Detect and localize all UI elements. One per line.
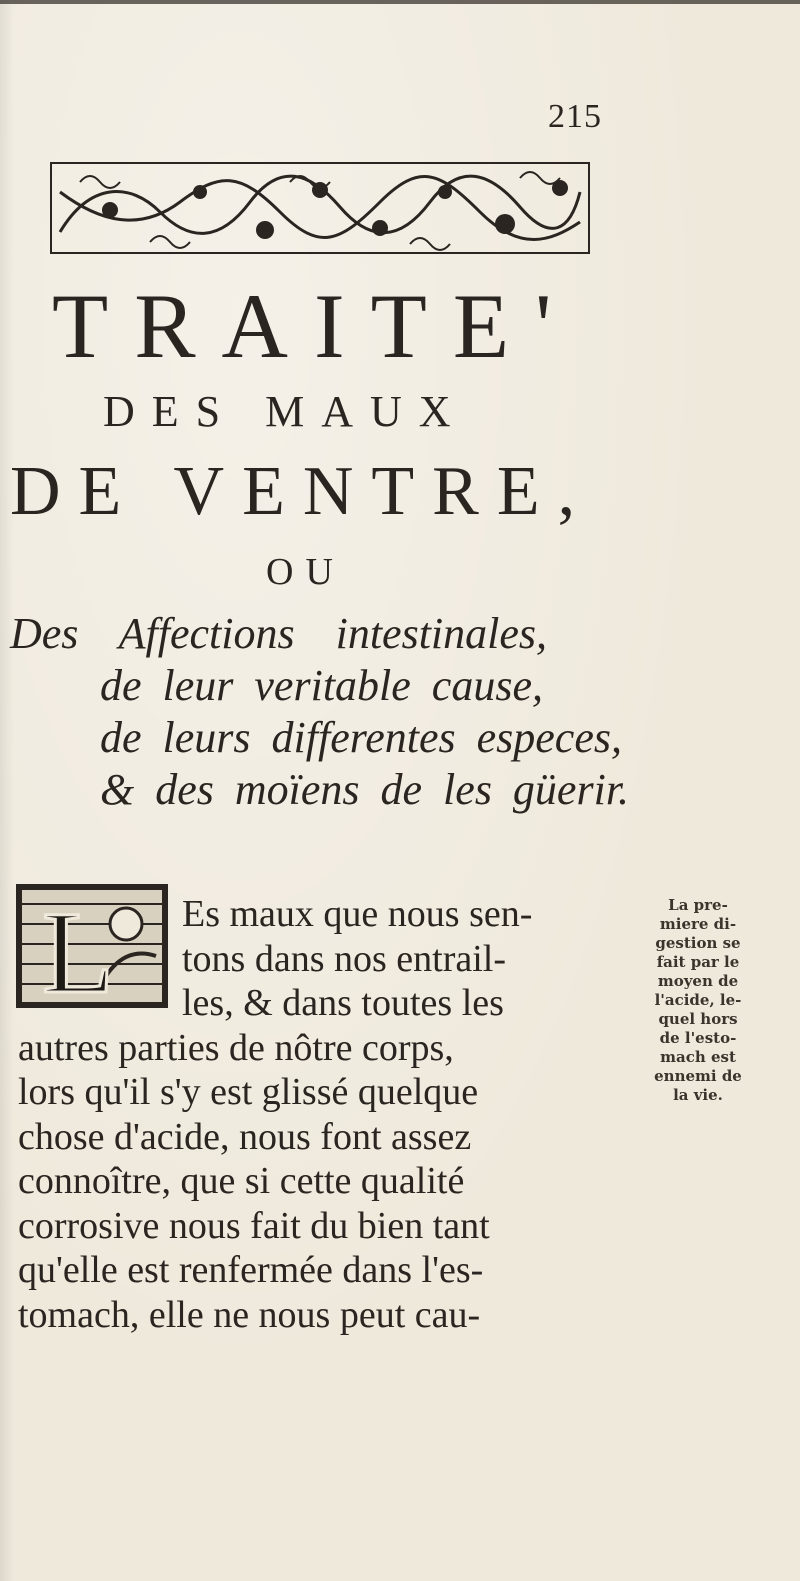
body-line: tomach, elle ne nous peut cau- bbox=[18, 1293, 481, 1336]
title-line-2: DES MAUX bbox=[103, 387, 468, 436]
subtitle-line: de leurs differentes especes, bbox=[100, 713, 622, 762]
title-line-3: DE VENTRE, bbox=[10, 453, 594, 530]
page-number: 215 bbox=[548, 98, 602, 135]
margin-note-line: fait par le bbox=[656, 953, 740, 971]
body-line: qu'elle est renfermée dans l'es- bbox=[18, 1249, 484, 1291]
margin-note-line: moyen de bbox=[657, 972, 739, 990]
body-line: Es maux que nous sen- bbox=[182, 893, 533, 935]
body-line: autres parties de nôtre corps, bbox=[18, 1026, 454, 1069]
title-connector: OU bbox=[266, 551, 345, 593]
body-paragraph bbox=[18, 892, 618, 1337]
body-line: lors qu'il s'y est glissé quelque bbox=[18, 1071, 479, 1113]
subtitle-line: de leur veritable cause, bbox=[100, 661, 543, 710]
margin-note-line: ennemi de bbox=[654, 1067, 742, 1085]
body-line: les, & dans toutes les bbox=[182, 982, 504, 1024]
initial-letter: L bbox=[42, 887, 115, 1008]
margin-note-line: La pre- bbox=[668, 896, 728, 914]
floral-headpiece-ornament bbox=[50, 162, 590, 254]
body-line: tons dans nos entrail- bbox=[182, 937, 507, 980]
margin-note-line: quel hors bbox=[658, 1010, 738, 1028]
margin-note-line: gestion se bbox=[655, 934, 741, 952]
margin-note-line: miere di- bbox=[659, 915, 737, 933]
margin-note-line: mach est bbox=[660, 1048, 736, 1066]
subtitle-line: Des Affections intestinales, bbox=[10, 609, 548, 658]
main-title: TRAITE' bbox=[52, 275, 578, 377]
margin-note-line: l'acide, le- bbox=[654, 991, 742, 1009]
margin-note-line: la vie. bbox=[673, 1086, 723, 1104]
margin-note-line: de l'esto- bbox=[659, 1029, 737, 1047]
page-top-edge bbox=[0, 0, 800, 4]
body-line: chose d'acide, nous font assez bbox=[18, 1115, 472, 1158]
marginal-note bbox=[628, 896, 768, 1105]
subtitle-line: & des moïens de les güerir. bbox=[100, 765, 630, 814]
body-line: connoître, que si cette qualité bbox=[18, 1160, 465, 1202]
italic-subtitle bbox=[10, 608, 650, 816]
body-line: corrosive nous fait du bien tant bbox=[18, 1204, 490, 1247]
